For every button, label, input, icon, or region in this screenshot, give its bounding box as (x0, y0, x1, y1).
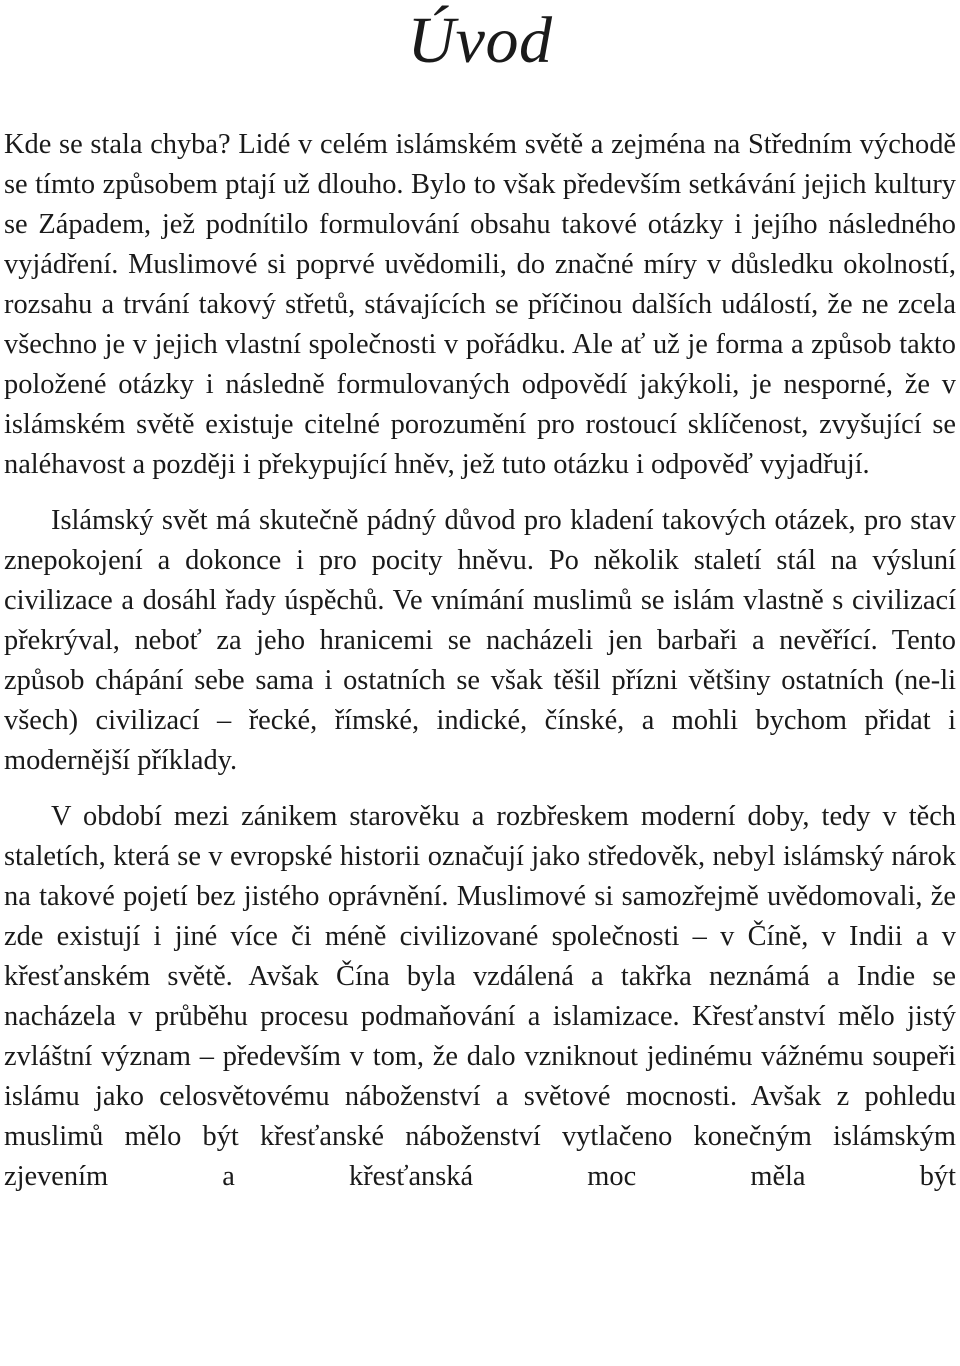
body-text (4, 125, 956, 1213)
paragraph-1: Kde se stala chyba? Lidé v celém islámském světě a zejména na Středním východě se tímto způsobem ptají už dlouho. Bylo to však především setkávání jejich kultury se Západem, jež podnítilo formulování obsahu takové otázky i jejího následného vyjádření. Muslimové si poprvé uvědomili, do značné míry v důsledku okolností, rozsahu a trvání takový střetů, stávajících se příčinou dalších událostí, že ne zcela všechno je v jejich vlastní společnosti v pořádku. Ale ať už je forma a způsob takto položené otázky i následně formulovaných odpovědí jakýkoli, je nesporné, že v islámském světě existuje citelné porozumění pro rostoucí sklíčenost, zvyšující se naléhavost a později i překypující hněv, jež tuto otázku i odpověď vyjadřují. (4, 129, 956, 480)
paragraph-2: Islámský svět má skutečně pádný důvod pro kladení takových otázek, pro stav znepokojení a dokonce i pro pocity hněvu. Po několik staletí stál na výsluní civilizace a dosáhl řady úspěchů. Ve vnímání muslimů se islám vlastně s civilizací překrýval, neboť za jeho hranicemi se nacházeli jen barbaři a nevěřící. Tento způsob chápání sebe sama i ostatních se však těšil přízni většiny ostatních (ne-li všech) civilizací – řecké, římské, indické, čínské, a mohli bychom přidat i modernější příklady. (4, 505, 956, 776)
page-title: Úvod (407, 4, 553, 77)
paragraph-3: V období mezi zánikem starověku a rozbřeskem moderní doby, tedy v těch staletích, která se v evropské historii označují jako středověk, nebyl islámský nárok na takové pojetí bez jistého oprávnění. Muslimové si samozřejmě uvědomovali, že zde existují i jiné více či méně civilizované společnosti – v Číně, v Indii a v křesťanském světě. Avšak Čína byla vzdálená a takřka neznámá a Indie se nacházela v průběhu procesu podmaňování a islamizace. Křesťanství mělo jistý zvláštní význam – především v tom, že dalo vzniknout jedinému vážnému soupeři islámu jako celosvětovému náboženství a světové mocnosti. Avšak z pohledu muslimů mělo být křesťanské náboženství vytlačeno konečným islámským zjevením a křesťanská moc měla být (4, 801, 956, 1192)
